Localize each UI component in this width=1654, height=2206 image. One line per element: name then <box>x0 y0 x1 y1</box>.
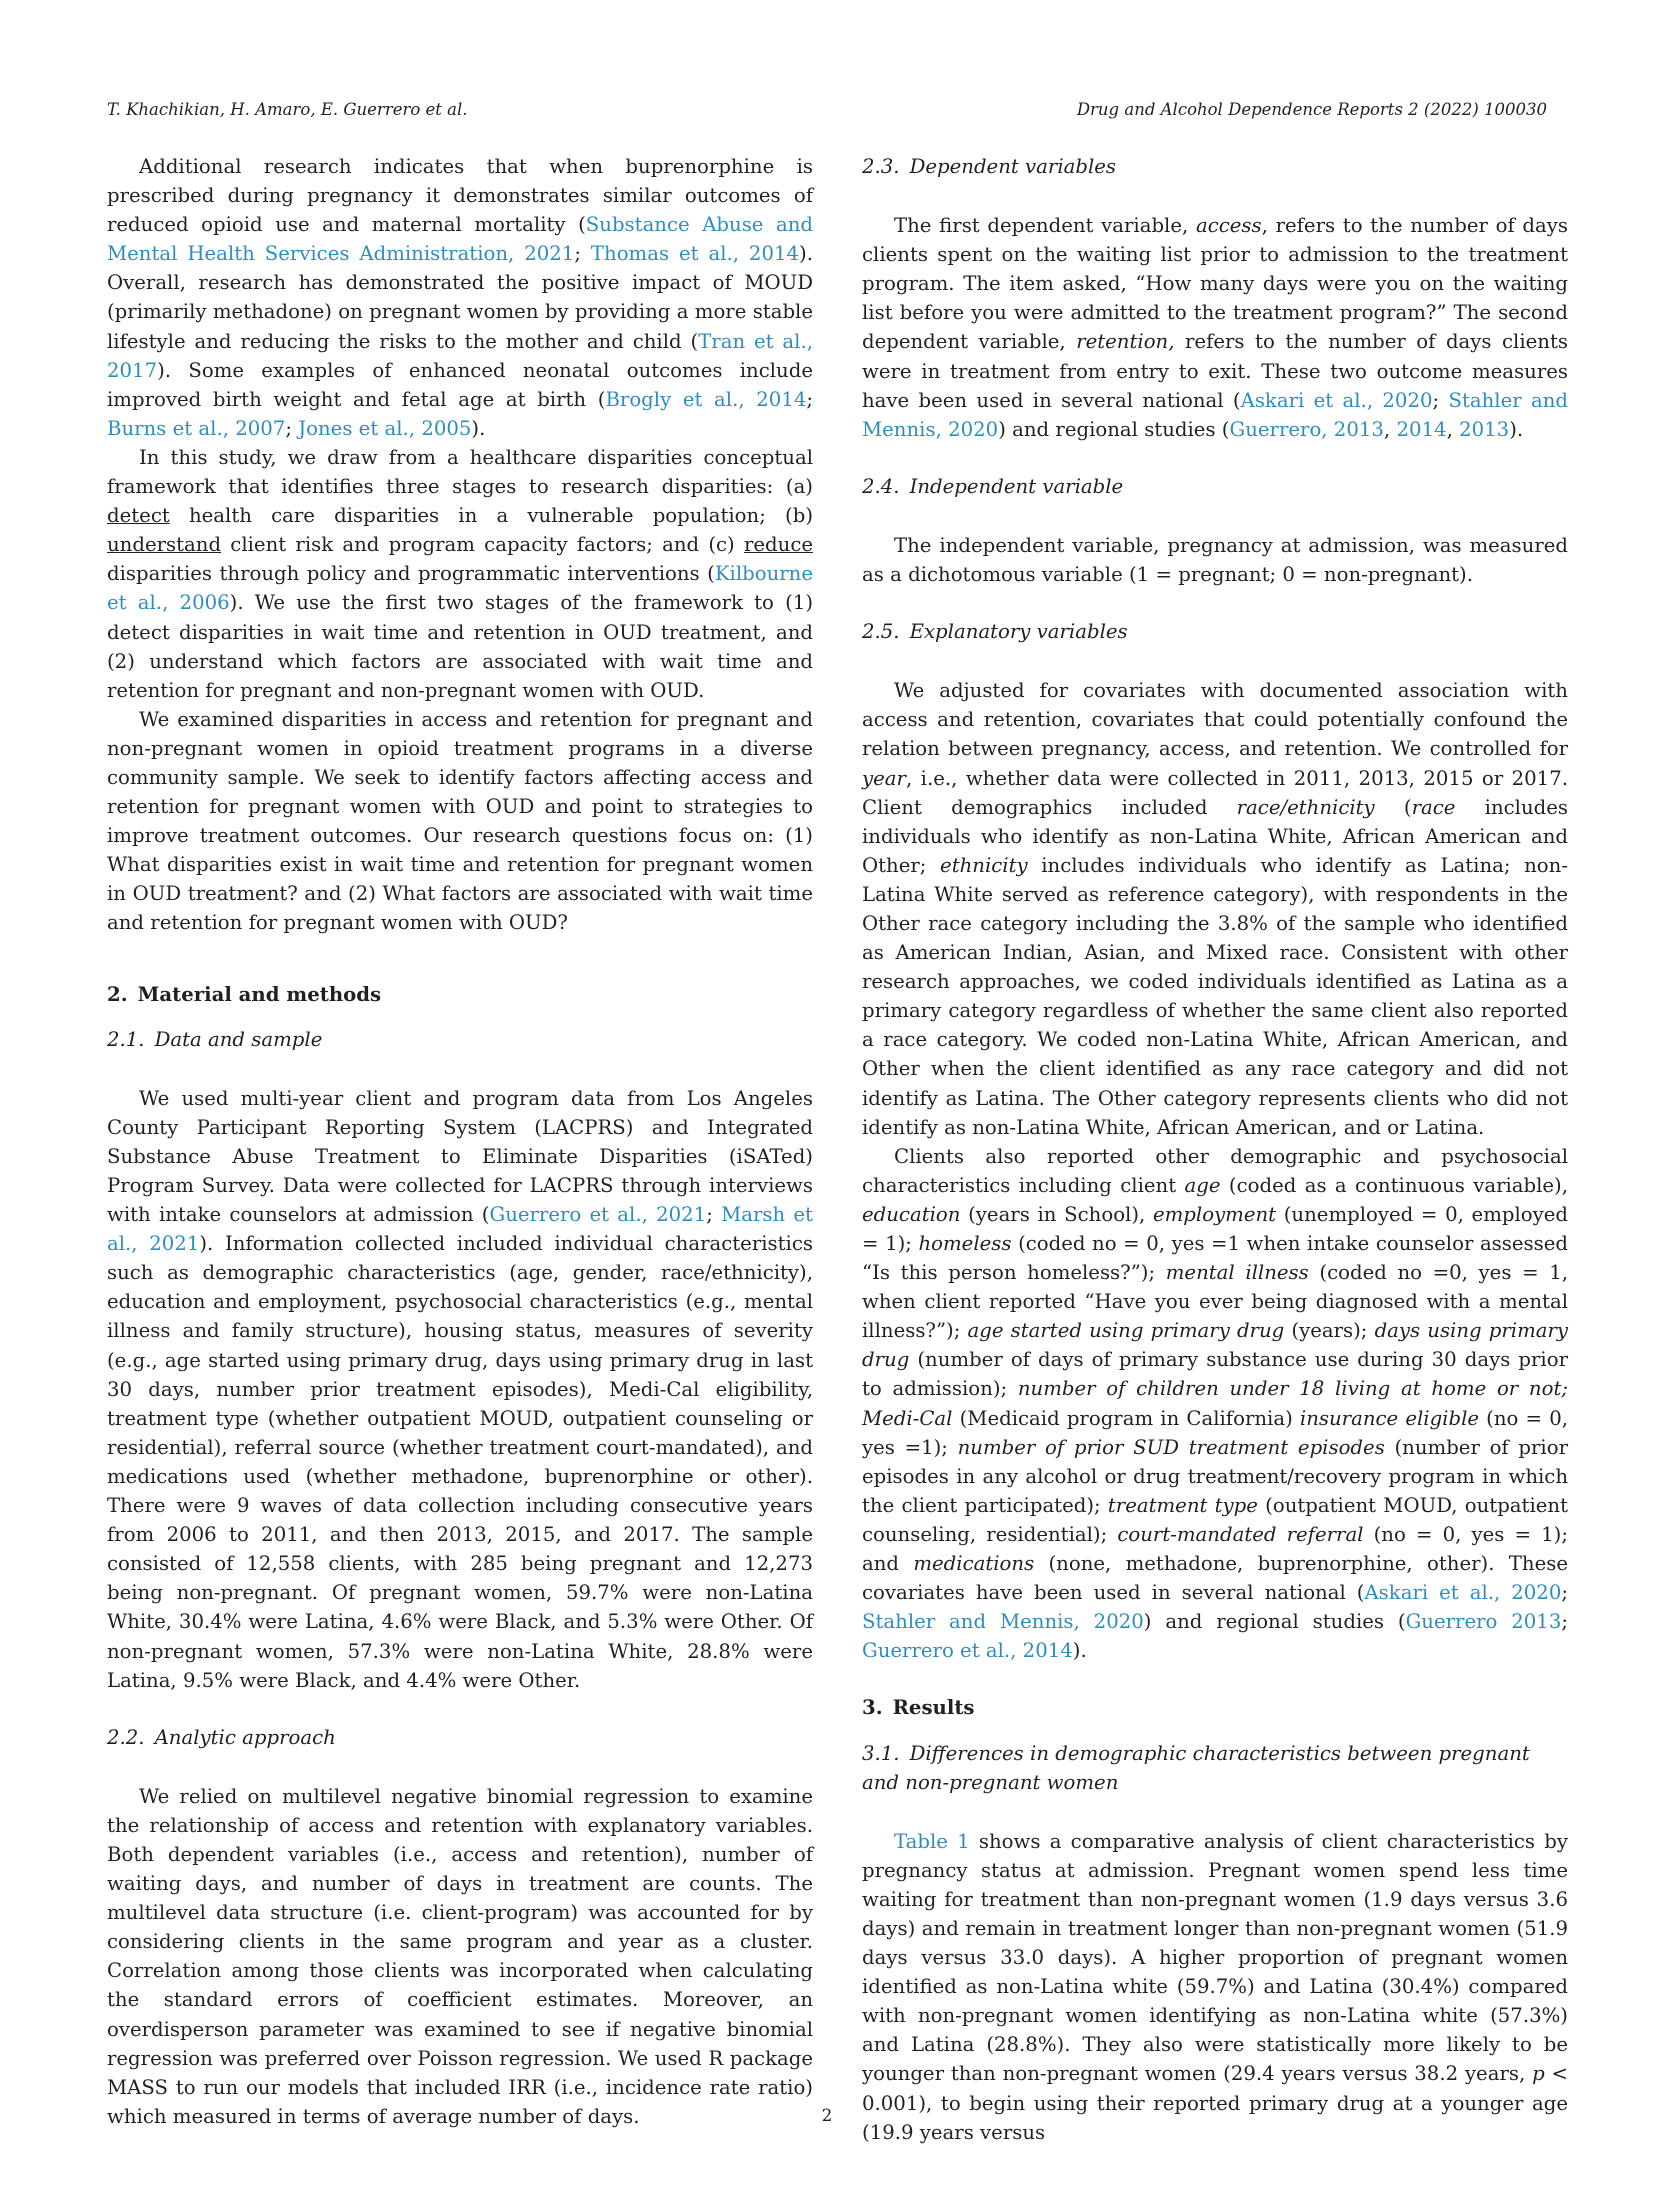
paragraph-framework: In this study, we draw from a healthcare disparities conceptual framework that identifies three stages to research disparities: (a) detect health care disparities in a vulnerable population; (b) understand client risk and program capacity factors; and (c) reduce disparities through policy and programmatic interventions (Kilbourne et al., 2006). We use the first two stages of the framework to (1) detect disparities in wait time and retention in OUD treatment, and (2) understand which factors are associated with wait time and retention for pregnant and non-pregnant women with OUD. <box>107 445 814 702</box>
underlined-term: reduce <box>743 533 813 557</box>
citation-link[interactable]: Guerrero, 2013 <box>1229 417 1384 441</box>
paragraph-analytic: We relied on multilevel negative binomial regression to examine the relationship of access and retention with explanatory variables. Both dependent variables (i.e., access and retention), number of waiting days, and number of days in treatment are counts. The multilevel data structure (i.e. client-program) was accounted for by considering clients in the same program and year as a cluster. Correlation among those clients was incorporated when calculating the standard errors of coefficient estimates. Moreover, an overdisperson parameter was examined to see if negative binomial regression was preferred over Poisson regression. We used R package MASS to run our models that included IRR (i.e., incidence rate ratio) which measured in terms of average number of days. <box>107 1784 813 2128</box>
paragraph-covariates: We adjusted for covariates with documented association with access and retention, covariates that could potentially confound the relation between pregnancy, access, and retention. We controlled for year, i.e., whether data were collected in 2011, 2013, 2015 or 2017. Client demographics included race/ethnicity (race includes individuals who identify as non-Latina White, African American and Other; ethnicity includes individuals who identify as Latina; non-Latina White served as reference category), with respondents in the Other race category including the 3.8% of the sample who identified as American Indian, Asian, and Mixed race. Consistent with other research approaches, we coded individuals identified as Latina as a primary category regardless of whether the same client also reported a race category. We coded non-Latina White, African American, and Other when the client identified as any race category and did not identify as Latina. The Other category represents clients who did not identify as non-Latina White, African American, and or Latina. <box>862 679 1568 1139</box>
citation-link[interactable]: Burns et al., 2007 <box>107 416 286 440</box>
citation-link[interactable]: 2013 <box>1459 417 1510 441</box>
citation-link[interactable]: Askari et al., 2020 <box>1240 388 1433 412</box>
page-number: 2 <box>821 2106 833 2125</box>
paragraph-research-questions: We examined disparities in access and retention for pregnant and non-pregnant women in opioid treatment programs in a diverse community sample. We seek to identify factors affecting access and retention for pregnant women with OUD and point to strategies to improve treatment outcomes. Our research questions focus on: (1) What disparities exist in wait time and retention for pregnant women in OUD treatment? and (2) What factors are associated with wait time and retention for pregnant women with OUD? <box>107 707 813 935</box>
citation-link[interactable]: Stahler and Mennis, 2020 <box>862 388 1569 441</box>
running-header-journal: Drug and Alcohol Dependence Reports 2 (2022) 100030 <box>1076 100 1547 119</box>
citation-link[interactable]: Guerrero et al., 2014 <box>862 1639 1073 1663</box>
section-heading-results: 3. Results <box>862 1696 975 1720</box>
paragraph-independent: The independent variable, pregnancy at admission, was measured as a dichotomous variable (1 = pregnant; 0 = non-pregnant). <box>862 533 1568 587</box>
underlined-term: detect <box>107 504 170 528</box>
subsection-heading-independent: 2.4. Independent variable <box>862 474 1124 498</box>
subsection-heading-analytic: 2.2. Analytic approach <box>107 1725 336 1749</box>
paragraph-results: Table 1 shows a comparative analysis of client characteristics by pregnancy status at admission. Pregnant women spend less time waiting for treatment than non-pregnant women (1.9 days versus 3.6 days) and remain in treatment longer than non-pregnant women (51.9 days versus 33.0 days). A higher proportion of pregnant women identified as non-Latina white (59.7%) and Latina (30.4%) compared with non-pregnant women identifying as non-Latina white (57.3%) and Latina (28.8%). They also were statistically more likely to be younger than non-pregnant women (29.4 years versus 38.2 years, p < 0.001), to begin using their reported primary drug at a younger age (19.9 years versus <box>862 1829 1568 2144</box>
paragraph-buprenorphine: Additional research indicates that when buprenorphine is prescribed during pregnancy it demonstrates similar outcomes of reduced opioid use and maternal mortality (Substance Abuse and Mental Health Services Administration, 2021; Thomas et al., 2014). Overall, research has demonstrated the positive impact of MOUD (primarily methadone) on pregnant women by providing a more stable lifestyle and reducing the risks to the mother and child (Tran et al., 2017). Some examples of enhanced neonatal outcomes include improved birth weight and fetal age at birth (Brogly et al., 2014; Burns et al., 2007; Jones et al., 2005). <box>107 155 814 440</box>
citation-link[interactable]: Brogly et al., 2014 <box>605 387 807 411</box>
right-column <box>862 152 1568 2147</box>
citation-link[interactable]: Thomas et al., 2014 <box>590 242 800 266</box>
underlined-term: understand <box>107 533 222 557</box>
citation-link[interactable]: Askari et al., 2020 <box>1364 1581 1562 1605</box>
citation-link[interactable]: 2014 <box>1396 417 1447 441</box>
citation-link[interactable]: Substance Abuse and Mental Health Services Administration, 2021 <box>107 213 814 266</box>
subsection-heading-data-sample: 2.1. Data and sample <box>107 1027 323 1051</box>
paragraph-data-sample: We used multi-year client and program data from Los Angeles County Participant Reporting System (LACPRS) and Integrated Substance Abuse Treatment to Eliminate Disparities (iSATed) Program Survey. Data were collected for LACPRS through interviews with intake counselors at admission (Guerrero et al., 2021; Marsh et al., 2021). Information collected included individual characteristics such as demographic characteristics (age, gender, race/ethnicity), education and employment, psychosocial characteristics (e.g., mental illness and family structure), housing status, measures of severity (e.g., age started using primary drug, days using primary drug in last 30 days, number prior treatment episodes), Medi-Cal eligibility, treatment type (whether outpatient MOUD, outpatient counseling or residential), referral source (whether treatment court-mandated), and medications used (whether methadone, buprenorphine or other). There were 9 waves of data collection including consecutive years from 2006 to 2011, and then 2013, 2015, and 2017. The sample consisted of 12,558 clients, with 285 being pregnant and 12,273 being non-pregnant. Of pregnant women, 59.7% were non-Latina White, 30.4% were Latina, 4.6% were Black, and 5.3% were Other. Of non-pregnant women, 57.3% were non-Latina White, 28.8% were Latina, 9.5% were Black, and 4.4% were Other. <box>107 1086 813 1692</box>
citation-link[interactable]: Stahler and Mennis, 2020 <box>862 1610 1144 1634</box>
citation-link[interactable]: Guerrero 2013 <box>1405 1610 1562 1634</box>
section-heading-methods: 2. Material and methods <box>107 982 382 1006</box>
running-header-authors: T. Khachikian, H. Amaro, E. Guerrero et al. <box>107 100 468 119</box>
paragraph-dependent: The first dependent variable, access, refers to the number of days clients spent on the waiting list prior to admission to the treatment program. The item asked, “How many days were you on the waiting list before you were admitted to the treatment program?” The second dependent variable, retention, refers to the number of days clients were in treatment from entry to exit. These two outcome measures have been used in several national (Askari et al., 2020; Stahler and Mennis, 2020) and regional studies (Guerrero, 2013, 2014, 2013). <box>862 214 1569 441</box>
citation-link[interactable]: Tran et al., 2017 <box>107 329 813 382</box>
table-link[interactable]: Table 1 <box>894 1829 970 1853</box>
citation-link[interactable]: Guerrero et al., 2021 <box>489 1203 707 1227</box>
citation-link[interactable]: Marsh et al., 2021 <box>107 1203 813 1256</box>
subsection-heading-differences: 3.1. Differences in demographic characteristics between pregnant and non-pregnant women <box>862 1741 1530 1794</box>
paragraph-client-characteristics: Clients also reported other demographic and psychosocial characteristics including client age (coded as a continuous variable), education (years in School), employment (unemployed = 0, employed = 1); homeless (coded no = 0, yes =1 when intake counselor assessed “Is this person homeless?”); mental illness (coded no =0, yes = 1, when client reported “Have you ever being diagnosed with a mental illness?”); age started using primary drug (years); days using primary drug (number of days of primary substance use during 30 days prior to admission); number of children under 18 living at home or not; Medi-Cal (Medicaid program in California) insurance eligible (no = 0, yes =1); number of prior SUD treatment episodes (number of prior episodes in any alcohol or drug treatment/recovery program in which the client participated); treatment type (outpatient MOUD, outpatient counseling, residential); court-mandated referral (no = 0, yes = 1); and medications (none, methadone, buprenorphine, other). These covariates have been used in several national (Askari et al., 2020; Stahler and Mennis, 2020) and regional studies (Guerrero 2013; Guerrero et al., 2014). <box>862 1144 1569 1663</box>
subsection-heading-explanatory: 2.5. Explanatory variables <box>862 620 1128 644</box>
left-column <box>107 152 813 2131</box>
citation-link[interactable]: Jones et al., 2005 <box>298 416 472 440</box>
subsection-heading-dependent: 2.3. Dependent variables <box>862 155 1117 178</box>
citation-link[interactable]: Kilbourne et al., 2006 <box>107 562 813 615</box>
